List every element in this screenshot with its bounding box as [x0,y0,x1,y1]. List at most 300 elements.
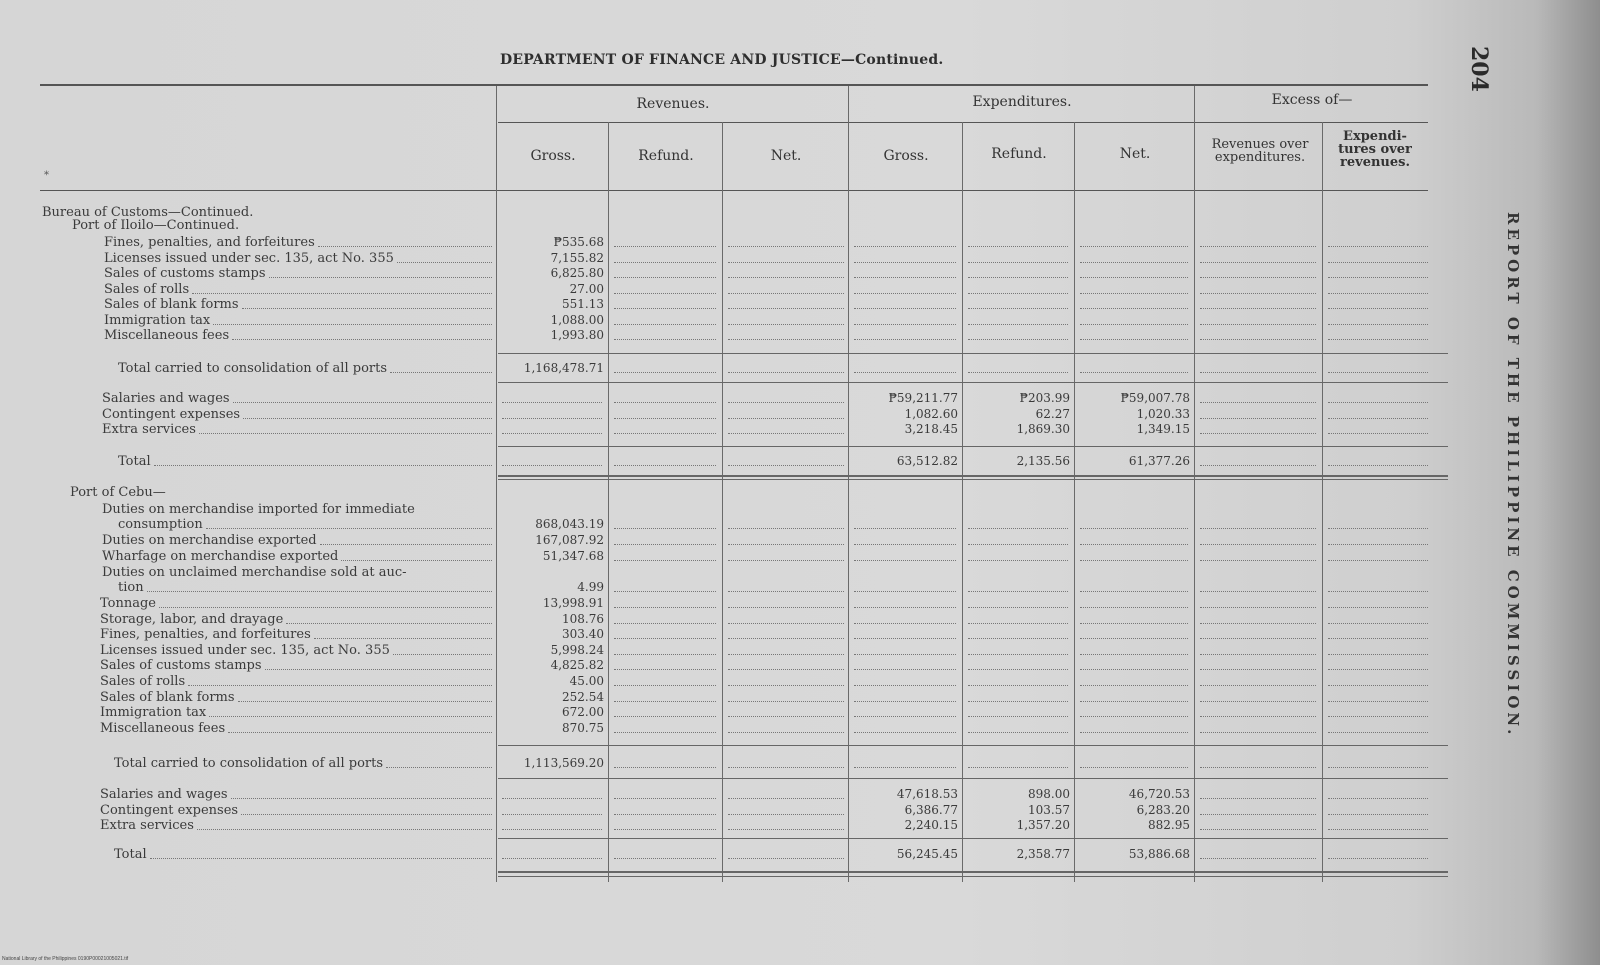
dot-leader [1080,339,1188,340]
dot-leader [1080,308,1188,309]
section-rule [498,353,1448,354]
dot-leader [1080,767,1188,768]
dot-leader [854,277,956,278]
gross-value: 63,512.82 [896,454,958,468]
dot-leader [269,277,492,278]
net-value: 46,720.53 [1128,787,1190,801]
rev-over-exp-header: Revenues over expenditures. [1211,137,1309,165]
dot-leader [286,623,492,624]
dot-leader [614,465,716,466]
row-label: Contingent expenses [100,802,239,818]
gross-value: 303.40 [562,627,604,642]
excess-header: Excess of— [1271,92,1353,108]
dot-leader [968,654,1068,655]
row-label: Fines, penalties, and forfeitures [104,235,315,250]
dot-leader [728,324,844,325]
dot-leader [968,308,1068,309]
column-divider [1194,86,1195,882]
refund-value: 898.00 [1028,787,1070,801]
row-label: Sales of blank forms [100,689,235,705]
running-head: REPORT OF THE PHILIPPINE COMMISSION. [1504,212,1522,739]
dot-leader [1200,433,1316,434]
gross-value: 4.99 [577,580,604,594]
dot-leader [728,544,844,545]
dot-leader [1080,262,1188,263]
column-divider [608,122,609,882]
dot-leader [213,324,492,325]
dot-leader [728,277,844,278]
dot-leader [1080,591,1188,592]
dot-leader [1328,798,1428,799]
dot-leader [228,732,492,733]
exp-over-rev-header: Expendi-tures over revenues. [1338,129,1412,170]
dot-leader [614,829,716,830]
section-rule [498,745,1448,746]
dot-leader [1080,716,1188,717]
dot-leader [1200,293,1316,294]
gross-value: 1,993.80 [550,328,604,342]
dot-leader [1080,732,1188,733]
dot-leader [728,246,844,247]
dot-leader [968,716,1068,717]
dot-leader [1080,544,1188,545]
section-rule [498,382,1448,383]
dot-leader [614,560,716,561]
dot-leader [1328,685,1428,686]
gross-value: 4,825.82 [550,658,604,673]
dot-leader [1328,293,1428,294]
section-rule [498,446,1448,447]
dot-leader [968,732,1068,733]
dot-leader [728,402,844,403]
dot-leader [1200,402,1316,403]
row-label: Total carried to consolidation of all ports [118,361,388,376]
gross-value: 108.76 [562,611,604,626]
dot-leader [854,654,956,655]
refund-value: 1,869.30 [1016,422,1070,436]
refund-value: 1,357.20 [1016,818,1070,832]
dot-leader [614,308,716,309]
page-number: 204 [1466,46,1492,92]
dot-leader [728,654,844,655]
dot-leader [968,701,1068,702]
dot-leader [728,372,844,373]
refund-value: 2,135.56 [1016,454,1070,468]
dot-leader [241,814,492,815]
dot-leader [1328,418,1428,419]
row-label: Contingent expenses [102,406,241,422]
dot-leader [1200,560,1316,561]
row-label: Salaries and wages [102,391,230,406]
dot-leader [1200,372,1316,373]
dot-leader [854,732,956,733]
gross-value: 252.54 [562,689,604,704]
gross-value: 13,998.91 [542,596,604,610]
dot-leader [502,814,602,815]
dot-leader [1200,544,1316,545]
dot-leader [1200,654,1316,655]
gross-value: 51,347.68 [542,549,604,563]
dot-leader [614,418,716,419]
dot-leader [1328,623,1428,624]
dot-leader [968,528,1068,529]
dot-leader [614,767,716,768]
dot-leader [614,433,716,434]
dot-leader [854,685,956,686]
row-label: Wharfage on merchandise exported [102,549,339,564]
dot-leader [614,701,716,702]
section-heading: Port of Cebu— [70,485,166,500]
dot-leader [1200,623,1316,624]
dot-leader [968,669,1068,670]
dot-leader [1200,716,1316,717]
dot-leader [854,262,956,263]
refund-value: 103.57 [1028,802,1070,817]
row-label: Duties on merchandise imported for immediate [102,502,415,517]
dot-leader [192,293,492,294]
gross-value: 47,618.53 [896,787,958,801]
dot-leader [728,732,844,733]
section-rule [498,838,1448,839]
dot-leader [614,623,716,624]
dot-leader [728,465,844,466]
dot-leader [968,544,1068,545]
dot-leader [1328,669,1428,670]
stub-mark: * [44,170,49,181]
dot-leader [154,465,492,466]
net-value: 61,377.26 [1128,454,1190,468]
dot-leader [728,858,844,859]
dot-leader [968,638,1068,639]
dot-leader [1200,685,1316,686]
dot-leader [1080,638,1188,639]
dot-leader [502,829,602,830]
dot-leader [614,293,716,294]
dot-leader [188,685,492,686]
row-label: Sales of customs stamps [104,266,266,281]
dot-leader [728,418,844,419]
dot-leader [1200,669,1316,670]
dot-leader [728,798,844,799]
dot-leader [265,669,492,670]
column-divider [1322,122,1323,882]
dot-leader [728,262,844,263]
dot-leader [232,339,492,340]
dot-leader [728,814,844,815]
dot-leader [502,465,602,466]
section-heading: Bureau of Customs—Continued. [42,205,254,220]
dot-leader [1328,591,1428,592]
dot-leader [1200,465,1316,466]
dot-leader [502,798,602,799]
gross-value: 1,082.60 [904,406,958,421]
section-rule [498,479,1448,480]
dot-leader [1080,669,1188,670]
dot-leader [393,654,492,655]
dot-leader [1080,324,1188,325]
row-label: Total [114,847,147,862]
dot-leader [1328,732,1428,733]
dot-leader [1200,308,1316,309]
row-label: Sales of rolls [104,281,190,297]
dot-leader [614,607,716,608]
dot-leader [854,623,956,624]
exp-refund-header: Refund. [991,146,1047,162]
dot-leader [1200,858,1316,859]
section-heading: Port of Iloilo—Continued. [72,218,240,233]
dot-leader [854,716,956,717]
dot-leader [614,591,716,592]
dot-leader [320,544,492,545]
dot-leader [1200,528,1316,529]
dot-leader [728,701,844,702]
row-label: Sales of blank forms [104,297,239,312]
dot-leader [728,685,844,686]
dot-leader [397,262,492,263]
refund-value: 2,358.77 [1016,847,1070,861]
table-top-rule [40,84,1428,86]
section-rule [498,871,1448,873]
row-label: Total carried to consolidation of all ports [114,756,384,771]
gross-value: 167,087.92 [535,533,604,547]
refund-value: 62.27 [1035,406,1070,421]
dot-leader [1200,798,1316,799]
dot-leader [614,669,716,670]
dot-leader [728,829,844,830]
dot-leader [1200,277,1316,278]
dot-leader [728,308,844,309]
dot-leader [1328,277,1428,278]
dot-leader [1080,560,1188,561]
dot-leader [728,638,844,639]
header-sub-rule [498,122,1428,123]
dot-leader [968,372,1068,373]
gross-value: 45.00 [569,674,604,688]
dot-leader [854,308,956,309]
row-label: Miscellaneous fees [104,328,230,343]
dot-leader [386,767,492,768]
dot-leader [614,372,716,373]
dot-leader [238,701,492,702]
gross-value: ₱535.68 [553,235,604,249]
dot-leader [1080,293,1188,294]
dot-leader [1328,814,1428,815]
section-rule [498,778,1448,779]
dot-leader [728,607,844,608]
dot-leader [1328,607,1428,608]
dot-leader [1328,560,1428,561]
net-value: 6,283.20 [1136,802,1190,817]
dot-leader [1328,858,1428,859]
row-label: consumption [118,517,203,532]
dot-leader [854,372,956,373]
rev-refund-header: Refund. [638,148,694,164]
gross-value: 870.75 [562,720,604,735]
row-label: Storage, labor, and drayage [100,611,284,627]
dot-leader [1328,433,1428,434]
dot-leader [614,685,716,686]
dot-leader [614,654,716,655]
dot-leader [1200,814,1316,815]
dot-leader [968,560,1068,561]
dot-leader [1080,246,1188,247]
dot-leader [854,669,956,670]
dot-leader [197,829,492,830]
dot-leader [854,591,956,592]
dot-leader [502,858,602,859]
dot-leader [1200,638,1316,639]
dot-leader [728,433,844,434]
column-divider [722,122,723,882]
dot-leader [854,767,956,768]
dot-leader [1200,246,1316,247]
dot-leader [341,560,492,561]
dot-leader [968,767,1068,768]
dot-leader [1328,829,1428,830]
dot-leader [968,324,1068,325]
row-label: Immigration tax [100,705,207,721]
dot-leader [1328,528,1428,529]
dot-leader [1328,402,1428,403]
dot-leader [1200,418,1316,419]
gross-value: 868,043.19 [535,517,604,531]
dot-leader [614,528,716,529]
dot-leader [614,262,716,263]
exp-net-header: Net. [1119,146,1151,162]
gross-value: 2,240.15 [904,818,958,832]
dot-leader [968,277,1068,278]
exp-gross-header: Gross. [883,148,929,164]
net-value: 53,886.68 [1128,847,1190,861]
row-label: Duties on unclaimed merchandise sold at auc- [102,565,407,580]
dot-leader [614,638,716,639]
dot-leader [728,528,844,529]
gross-value: 6,825.80 [550,266,604,280]
dot-leader [159,607,492,608]
dot-leader [614,246,716,247]
dot-leader [1200,829,1316,830]
dot-leader [150,858,492,859]
rev-gross-header: Gross. [530,148,576,164]
dot-leader [1328,246,1428,247]
dot-leader [1200,591,1316,592]
dot-leader [728,293,844,294]
dot-leader [1328,465,1428,466]
dot-leader [314,638,492,639]
dot-leader [1080,685,1188,686]
dot-leader [1200,701,1316,702]
dot-leader [968,262,1068,263]
dot-leader [854,607,956,608]
header-bottom-rule [40,190,1428,191]
section-rule [498,876,1448,877]
dot-leader [968,591,1068,592]
dot-leader [318,246,492,247]
gross-value: 5,998.24 [550,642,604,657]
dot-leader [1328,638,1428,639]
dot-leader [1080,528,1188,529]
section-rule [498,475,1448,477]
dot-leader [728,716,844,717]
dot-leader [968,685,1068,686]
dot-leader [614,814,716,815]
row-label: Immigration tax [104,312,211,328]
row-label: Sales of customs stamps [100,658,262,674]
dot-leader [968,607,1068,608]
dot-leader [1080,654,1188,655]
gross-value: 672.00 [562,705,604,720]
dot-leader [614,277,716,278]
row-label: Miscellaneous fees [100,720,226,736]
row-label: Licenses issued under sec. 135, act No. 355 [100,642,390,658]
refund-value: ₱203.99 [1019,391,1070,405]
page-title: DEPARTMENT OF FINANCE AND JUSTICE—Continued. [500,52,944,68]
gross-value: 1,113,569.20 [523,756,604,770]
dot-leader [968,339,1068,340]
dot-leader [1328,716,1428,717]
net-value: 1,020.33 [1136,406,1190,421]
dot-leader [614,716,716,717]
dot-leader [854,339,956,340]
row-label: Fines, penalties, and forfeitures [100,627,311,643]
dot-leader [1328,767,1428,768]
dot-leader [728,623,844,624]
column-divider [1074,122,1075,882]
dot-leader [854,544,956,545]
gross-value: 1,088.00 [550,312,604,327]
revenues-header: Revenues. [636,96,710,112]
row-label: Total [118,454,151,469]
dot-leader [1328,372,1428,373]
row-label: Sales of rolls [100,674,186,689]
dot-leader [854,293,956,294]
dot-leader [728,339,844,340]
dot-leader [1080,701,1188,702]
dot-leader [854,638,956,639]
row-label: Extra services [100,818,194,833]
gross-value: 6,386.77 [904,802,958,817]
dot-leader [1080,372,1188,373]
dot-leader [614,858,716,859]
row-label: Extra services [102,422,196,437]
dot-leader [390,372,492,373]
dot-leader [854,528,956,529]
dot-leader [206,528,492,529]
net-value: ₱59,007.78 [1120,391,1190,405]
dot-leader [147,591,492,592]
dot-leader [199,433,492,434]
dot-leader [1200,339,1316,340]
dot-leader [614,798,716,799]
dot-leader [968,293,1068,294]
row-label: Duties on merchandise exported [102,533,317,548]
dot-leader [1080,277,1188,278]
dot-leader [968,623,1068,624]
gross-value: 3,218.45 [904,422,958,436]
gross-value: 27.00 [569,281,604,296]
gross-value: 56,245.45 [896,847,958,861]
net-value: 1,349.15 [1136,422,1190,436]
dot-leader [1328,262,1428,263]
dot-leader [854,246,956,247]
dot-leader [728,591,844,592]
scan-footer: National Library of the Philippines 0190P00021005021.tif [2,956,129,962]
dot-leader [1328,654,1428,655]
dot-leader [614,324,716,325]
dot-leader [614,732,716,733]
dot-leader [854,701,956,702]
dot-leader [1080,607,1188,608]
